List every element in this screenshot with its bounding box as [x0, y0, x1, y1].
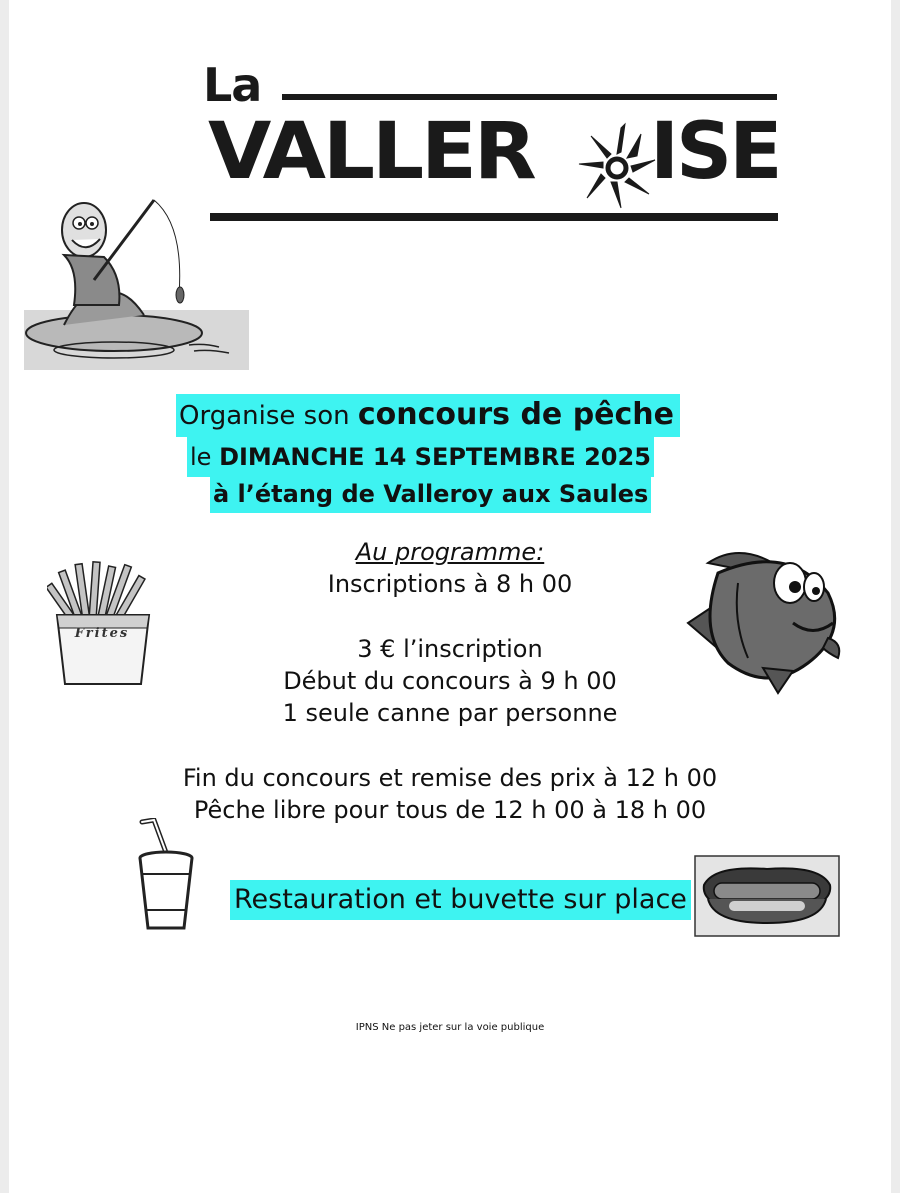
heading-concours: concours de pêche	[357, 397, 675, 432]
footer-note: IPNS Ne pas jeter sur la voie publique	[355, 1022, 545, 1033]
logo-word-left: VALLER	[208, 107, 534, 197]
programme-afternoon	[0, 762, 900, 826]
restauration-banner: Restauration et buvette sur place	[230, 880, 691, 920]
heading-line-3	[210, 475, 651, 513]
logo-word-right: ISE	[650, 107, 780, 197]
programme-line: 1 seule canne par personne	[282, 699, 618, 727]
sun-logo-icon	[577, 120, 657, 210]
heading-line-1-box	[176, 394, 680, 437]
programme-title: Au programme:	[355, 538, 545, 566]
programme-line: Fin du concours et remise des prix à 12 h 00	[182, 764, 718, 792]
heading-le: le	[190, 443, 220, 471]
programme-line: 3 € l’inscription	[357, 635, 543, 663]
logo-top-rule	[282, 94, 777, 100]
programme	[0, 536, 900, 600]
programme-line: Inscriptions à 8 h 00	[327, 570, 573, 598]
fries-label: Frites	[74, 626, 130, 641]
programme-line: Pêche libre pour tous de 12 h 00 à 18 h 00	[193, 796, 707, 824]
logo-prefix: La	[203, 58, 262, 112]
fisherman-illustration	[24, 195, 249, 370]
heading-line-2	[187, 437, 654, 477]
logo-bottom-rule	[210, 213, 778, 221]
heading-line-2-box	[187, 437, 654, 477]
heading-line-1	[176, 394, 680, 436]
heading-location: à l’étang de Valleroy aux Saules	[210, 475, 651, 513]
heading-date: DIMANCHE 14 SEPTEMBRE 2025	[219, 443, 651, 471]
drink-cup-illustration	[132, 818, 198, 934]
programme-pricing	[0, 633, 900, 729]
heading-organise: Organise son	[179, 401, 358, 431]
logo-wordmark	[208, 107, 534, 213]
programme-line: Début du concours à 9 h 00	[283, 667, 617, 695]
logo-wordmark-end	[650, 107, 780, 213]
hotdog-illustration	[694, 855, 840, 937]
